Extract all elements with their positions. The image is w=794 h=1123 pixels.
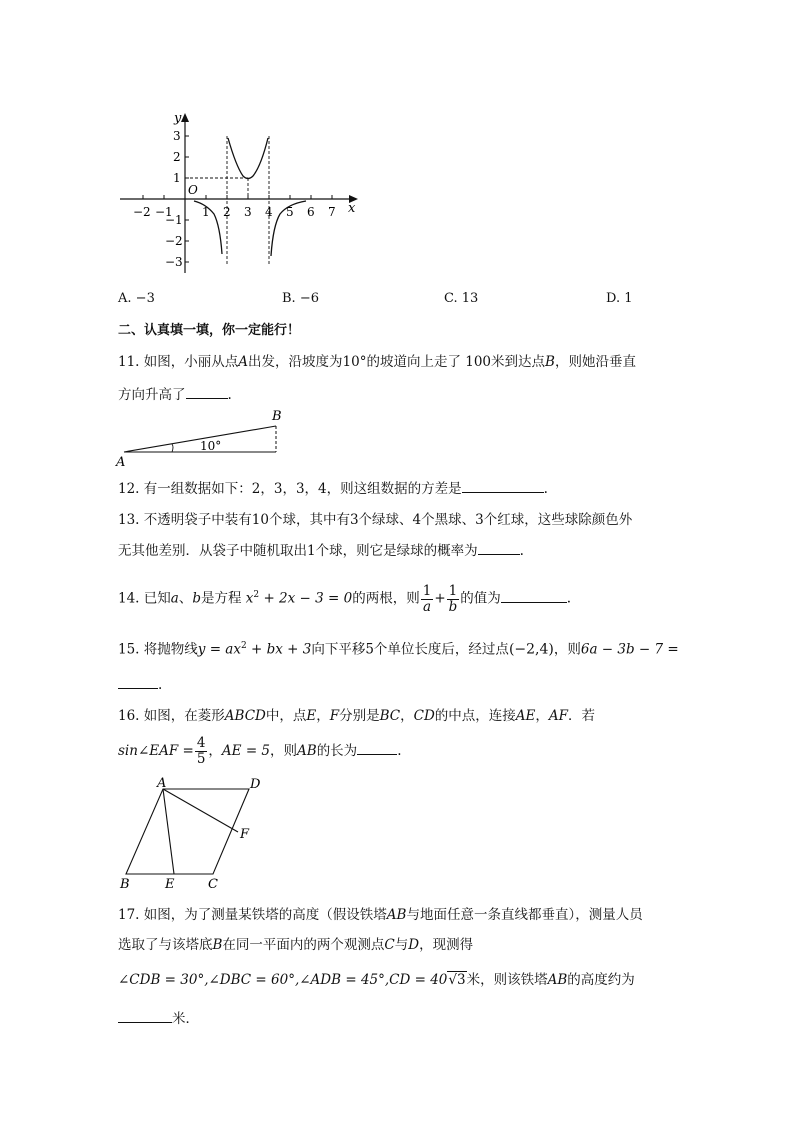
q15-line1: 15. 将抛物线$y = ax^2$ + bx + 3向下平移5个单位长度后，经过点(−2,4)，则6a − 3b − 7 = bbox=[118, 641, 679, 658]
x-tick-label: 4 bbox=[265, 205, 273, 219]
q16-line1: 16. 如图，在菱形ABCD中，点E，F分别是BC，CD的中点，连接AE，AF．若 bbox=[118, 708, 595, 724]
answer-blank[interactable] bbox=[501, 588, 567, 603]
q13-line1: 13. 不透明袋子中装有10个球，其中有3个绿球、4个黑球、3个红球，这些球除颜色外 bbox=[118, 512, 633, 528]
point-c-label: C bbox=[208, 877, 218, 892]
y-tick-label: 2 bbox=[173, 150, 181, 164]
q12-line: 12. 有一组数据如下：2，3，3，4，则这组数据的方差是 . bbox=[118, 478, 548, 499]
answer-blank[interactable] bbox=[478, 540, 520, 555]
point-a-label: A bbox=[157, 776, 167, 791]
answer-blank[interactable] bbox=[118, 1008, 172, 1023]
answer-blank[interactable] bbox=[462, 478, 544, 493]
y-tick-label: 1 bbox=[173, 171, 181, 185]
x-tick-label: 6 bbox=[307, 205, 315, 219]
q13-line2: 无其他差别．从袋子中随机取出1个球，则它是绿球的概率为 . bbox=[118, 540, 524, 561]
x-tick-label: −1 bbox=[155, 205, 173, 219]
point-b-label: B bbox=[120, 877, 130, 892]
x-axis-label: x bbox=[348, 201, 356, 216]
q17-line2: 选取了与该塔底B在同一平面内的两个观测点C与D，现测得 bbox=[118, 937, 474, 953]
point-b-label: B bbox=[272, 409, 282, 424]
function-graph bbox=[110, 108, 370, 278]
middle-branch-curve bbox=[228, 138, 268, 179]
q16-line2: sin∠EAF = $\frac{4}{5}$ ，AE = 5，则AB的长为 . bbox=[118, 735, 402, 767]
y-axis-arrow-icon bbox=[181, 113, 189, 122]
option-a[interactable]: A. −3 bbox=[118, 291, 155, 306]
point-f-label: F bbox=[240, 827, 250, 842]
answer-blank[interactable] bbox=[357, 740, 397, 755]
x-tick-label: 2 bbox=[223, 205, 231, 219]
point-d-label: D bbox=[250, 777, 261, 792]
section-heading: 二、认真填一填，你一定能行！ bbox=[118, 323, 301, 338]
q14-line: 14. 已知a、b是方程 $x^2 + 2x - 3 = 0$的两根，则 $\frac{1}{a}$ + $\frac{1}{b}$ 的值为 . bbox=[118, 582, 572, 615]
option-d[interactable]: D. 1 bbox=[606, 291, 633, 306]
q11-line1: 11. 如图，小丽从点A出发，沿坡度为10°的坡道向上走了 100米到达点B，则她沿垂直 bbox=[118, 354, 636, 370]
q17-line4: 米． bbox=[118, 1008, 199, 1029]
q11-line2: 方向升高了 . bbox=[118, 384, 232, 405]
origin-label: O bbox=[188, 183, 198, 197]
y-tick-label: −3 bbox=[165, 255, 183, 269]
y-axis-label: y bbox=[174, 111, 182, 126]
slope-figure bbox=[112, 406, 292, 470]
option-b[interactable]: B. −6 bbox=[282, 291, 319, 306]
angle-label: 10° bbox=[200, 439, 222, 453]
q17-line3: ∠CDB = 30°,∠DBC = 60°,∠ADB = 45°,CD = 40√3米，则该铁塔AB的高度约为 bbox=[118, 972, 635, 988]
y-tick-label: 3 bbox=[173, 129, 181, 143]
answer-blank[interactable] bbox=[118, 674, 158, 689]
y-tick-label: −2 bbox=[165, 234, 183, 248]
q15-line2: . bbox=[118, 674, 162, 695]
x-tick-label: −2 bbox=[133, 205, 151, 219]
rhombus-figure bbox=[112, 774, 272, 892]
x-tick-label: 7 bbox=[328, 205, 336, 219]
q17-line1: 17. 如图，为了测量某铁塔的高度（假设铁塔AB与地面任意一条直线都垂直），测量人员 bbox=[118, 907, 643, 923]
option-c[interactable]: C. 13 bbox=[444, 291, 479, 306]
y-tick-label: −1 bbox=[165, 213, 183, 227]
x-tick-label: 1 bbox=[202, 205, 210, 219]
x-tick-label: 5 bbox=[286, 205, 294, 219]
answer-blank[interactable] bbox=[186, 384, 228, 399]
point-a-label: A bbox=[116, 455, 126, 470]
x-tick-label: 3 bbox=[244, 205, 252, 219]
point-e-label: E bbox=[165, 877, 175, 892]
